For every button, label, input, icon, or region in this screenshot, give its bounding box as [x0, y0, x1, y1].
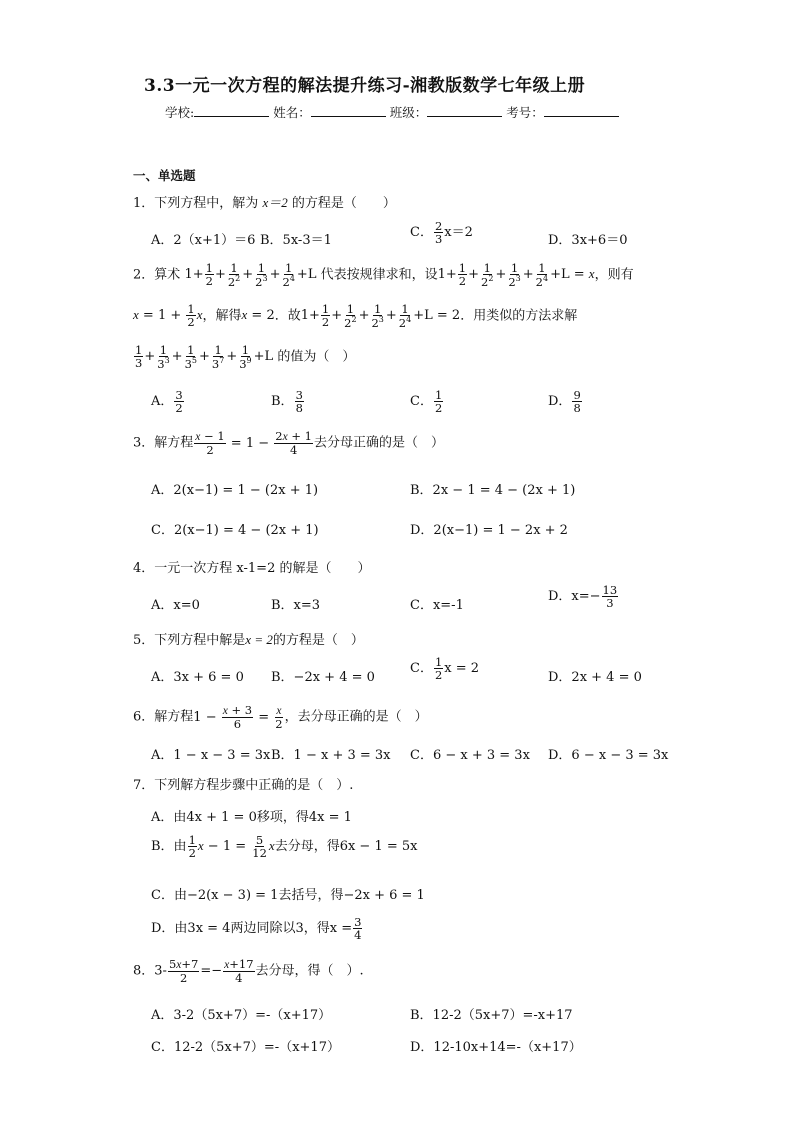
numerator: 1 [434, 388, 443, 402]
series-expr: 1+ $\frac{1}{2}$ + $\frac{1}{2^2}$ + $\frac{1}{2^3}$ + $\frac{1}{2^4}$ +L = 2 [300, 302, 461, 330]
option-b[interactable]: B．2x − 1 = 4 − (2x + 1) [410, 483, 576, 498]
question-text: 下列方程中，解为 [154, 196, 259, 211]
denominator: 2 [434, 668, 443, 683]
option-d[interactable] [548, 584, 619, 609]
question-7 [133, 774, 353, 793]
question-number: 3． [133, 435, 155, 451]
math-expr: $\frac{x - 1}{2}$ = 1 − $\frac{2x + 1}{4}$ [195, 429, 312, 458]
option-c[interactable]: C．2(x−1) = 4 − (2x + 1) [151, 523, 319, 538]
school-blank [194, 103, 269, 117]
question-text: ．用类似的方法求解 [460, 308, 578, 324]
option-label: D．x=− [548, 589, 601, 605]
question-number: 2． [133, 267, 155, 283]
math-expr: x = 2 [245, 632, 273, 647]
class-label: 班级： [389, 105, 428, 120]
option-b[interactable]: B．12-2（5x+7）=-x+17 [410, 1008, 573, 1023]
fraction [353, 916, 362, 941]
section-title: 一、单选题 [133, 168, 196, 183]
fraction [434, 389, 443, 414]
numerator: 13 [602, 583, 618, 597]
question-8 [133, 958, 364, 984]
fraction [572, 389, 581, 414]
exam-no-label: 考号： [506, 105, 544, 120]
question-number: 6． [133, 709, 155, 725]
fraction [602, 584, 619, 609]
page-title: 3.3一元一次方程的解法提升练习-湘教版数学七年级上册 [144, 76, 586, 96]
option-label: C． [410, 225, 433, 241]
numerator: 1 [434, 655, 443, 669]
option-c[interactable]: C．x=-1 [410, 598, 464, 613]
math-expr: 1 − $\frac{x + 3}{6}$ = $\frac{x}{2}$ [193, 703, 283, 732]
option-c[interactable]: C．12-2（5x+7）=-（x+17） [151, 1040, 340, 1055]
numerator: 3 [175, 388, 183, 402]
option-label: C． [410, 661, 433, 677]
question-text: 解方程 [154, 709, 194, 725]
question-number: 7． [133, 778, 155, 793]
exam-no-blank [544, 103, 619, 117]
fraction: $\frac{x+17}{4}$ [224, 957, 254, 986]
option-a[interactable]: A．3-2（5x+7）=-（x+17） [151, 1008, 332, 1023]
option-d[interactable]: D．12-10x+14=-（x+17） [410, 1040, 582, 1055]
question-text: 下列方程中解是 [154, 633, 246, 648]
fraction [295, 389, 304, 414]
numerator: 9 [573, 388, 581, 402]
question-number: 4． [133, 561, 155, 576]
option-d[interactable]: D．6 − x − 3 = 3x [548, 748, 669, 763]
option-text: 去分母，得6x − 1 = 5x [274, 839, 418, 855]
fraction [434, 656, 443, 681]
option-a[interactable]: A．由4x + 1 = 0移项，得4x = 1 [151, 810, 352, 825]
option-a[interactable]: A．1 − x − 3 = 3x [151, 748, 271, 763]
option-label: B．由 [151, 839, 187, 855]
option-a[interactable]: A．2(x−1) = 1 − (2x + 1) [151, 483, 319, 498]
class-blank [427, 103, 502, 117]
math-expr: x = 1 + $\frac{1}{2}$ x [133, 302, 203, 330]
option-c[interactable] [410, 656, 479, 681]
option-b[interactable] [271, 389, 305, 414]
question-text: 的方程是（ ） [272, 633, 364, 648]
option-c[interactable] [410, 220, 473, 245]
option-d[interactable] [548, 389, 583, 414]
question-text: 的值为（ ） [277, 349, 356, 365]
denominator: 8 [295, 401, 303, 416]
question-text: ，去分母正确的是（ ） [284, 709, 428, 725]
question-number: 5． [133, 633, 155, 648]
question-6 [133, 704, 428, 730]
denominator: 8 [573, 401, 581, 416]
option-c[interactable]: C．6 − x + 3 = 3x [410, 748, 530, 763]
question-2-line-1 [133, 262, 634, 288]
denominator: 2 [175, 401, 183, 416]
question-text: 的方程是（ ） [291, 196, 396, 211]
question-text: 下列解方程步骤中正确的是（ ）. [154, 778, 354, 793]
question-text: 去分母正确的是（ ） [313, 435, 444, 451]
school-label: 学校: [165, 105, 195, 120]
question-text: 算术 [154, 267, 181, 283]
series-expr: 1+ $\frac{1}{2}$ + $\frac{1}{2^2}$ + $\frac{1}{2^3}$ + $\frac{1}{2^4}$ +L [184, 261, 317, 289]
math-expr: x＝2 [444, 225, 473, 241]
denominator: 3 [606, 596, 614, 611]
denominator: 4 [354, 928, 362, 943]
option-d[interactable]: D．2(x−1) = 1 − 2x + 2 [410, 523, 568, 538]
question-text: ，则有 [594, 267, 634, 283]
question-text: 解方程 [154, 435, 194, 451]
question-2-line-3 [133, 344, 355, 370]
denominator: 2 [434, 401, 443, 416]
question-text: ，解得 [202, 308, 242, 324]
option-d[interactable] [151, 916, 363, 941]
math-expr: x = 2 [444, 661, 480, 677]
option-c[interactable]: C．由−2(x − 3) = 1去括号，得−2x + 6 = 1 [151, 888, 425, 903]
option-text: D．由3x = 4两边同除以3，得x = [151, 921, 353, 937]
question-5 [133, 629, 364, 648]
math-expr: x = 2 [241, 307, 275, 324]
option-b[interactable]: B．x=3 [271, 598, 321, 613]
option-b[interactable]: B．−2x + 4 = 0 [271, 670, 375, 685]
option-b[interactable]: B．5x-3＝1 [260, 233, 332, 248]
math-expr: =− [200, 963, 223, 979]
fraction [174, 389, 183, 414]
question-text: 一元一次方程 x-1=2 的解是（ ） [154, 561, 371, 576]
option-label: C． [410, 394, 433, 410]
name-label: 姓名： [273, 105, 311, 120]
question-number: 1． [133, 196, 155, 211]
fraction: $\frac{5x+7}{2}$ [168, 957, 199, 986]
option-a[interactable] [151, 389, 185, 414]
option-b[interactable]: B．1 − x + 3 = 3x [271, 748, 391, 763]
option-b[interactable] [151, 834, 417, 859]
math-expr: 3- [154, 963, 167, 979]
question-2-line-2 [133, 303, 577, 329]
info-line [165, 103, 619, 121]
question-text: 去分母，得（ ）. [255, 963, 364, 979]
question-4 [133, 557, 370, 576]
question-number: 8． [133, 963, 155, 979]
option-a[interactable]: A．2（x+1）＝6 [151, 233, 256, 248]
option-a[interactable]: A．3x + 6 = 0 [151, 670, 244, 685]
question-3 [133, 430, 444, 456]
question-1 [133, 192, 396, 211]
option-a[interactable]: A．x=0 [151, 598, 200, 613]
math-expr: x＝2 [262, 195, 288, 210]
fraction [434, 220, 443, 245]
question-text: ．故 [274, 308, 301, 324]
option-label: B． [271, 394, 294, 410]
option-d[interactable]: D．3x+6＝0 [548, 233, 628, 248]
series-expr: 1+ $\frac{1}{2}$ + $\frac{1}{2^2}$ + $\frac{1}{2^3}$ + $\frac{1}{2^4}$ +L = x [437, 261, 595, 289]
denominator: 3 [434, 232, 443, 247]
name-blank [311, 103, 386, 117]
numerator: 3 [295, 388, 303, 402]
question-text: 代表按规律求和，设 [320, 267, 438, 283]
option-label: A． [151, 394, 174, 410]
option-c[interactable] [410, 389, 444, 414]
math-expr: $\frac{1}{2}$ x − 1 = $\frac{5}{12}$ x [188, 833, 275, 861]
series-expr: $\frac{1}{3}$ + $\frac{1}{3^3}$ + $\frac{1}{3^5}$ + $\frac{1}{3^7}$ + $\frac{1}{3^9}$ +L [135, 343, 274, 371]
numerator: 3 [354, 915, 362, 929]
option-label: D． [548, 394, 572, 410]
option-d[interactable]: D．2x + 4 = 0 [548, 670, 642, 685]
numerator: 2 [434, 219, 443, 233]
